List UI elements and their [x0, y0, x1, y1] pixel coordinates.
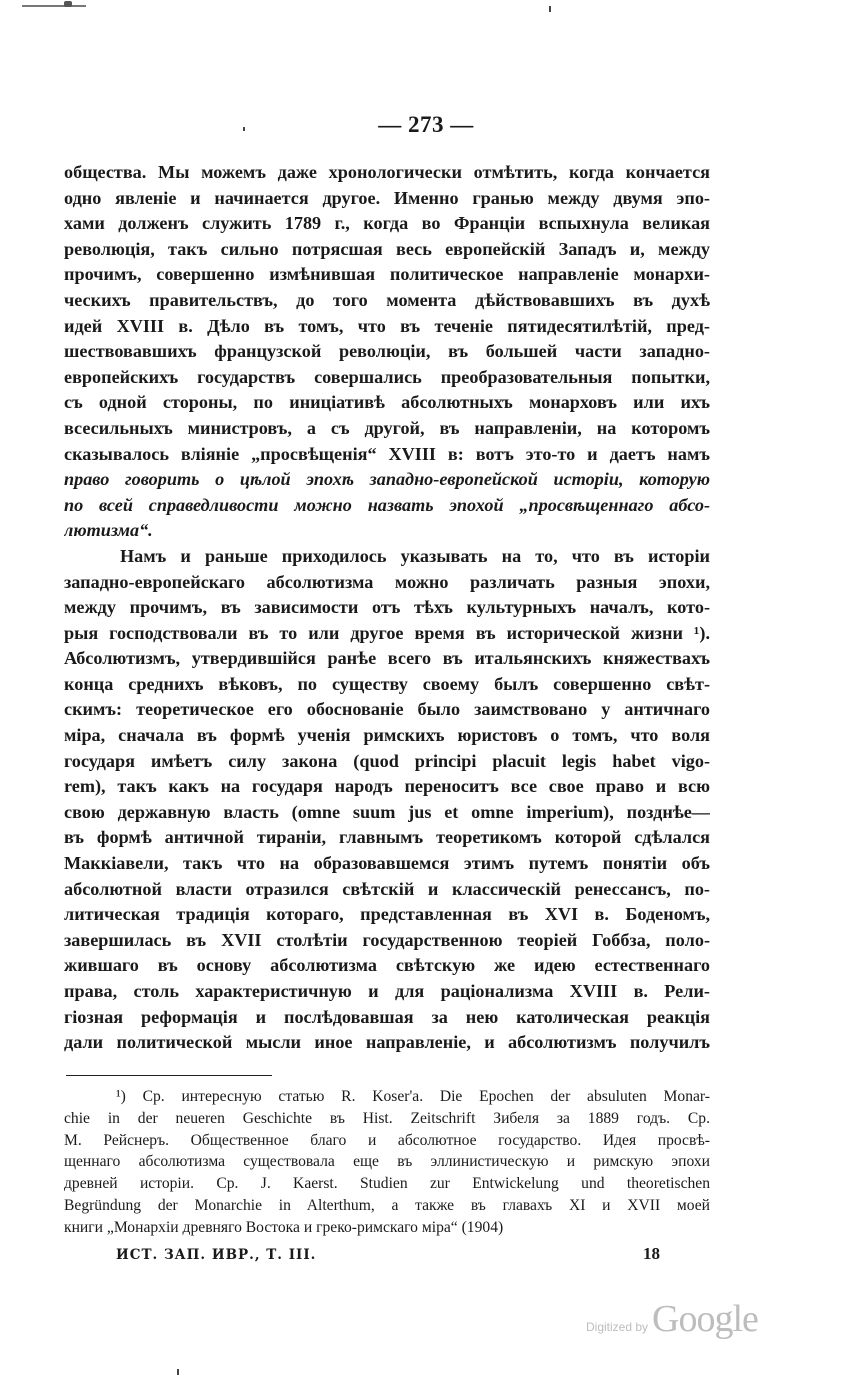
- scan-speck: [549, 6, 551, 12]
- text-line-italic: [64, 467, 710, 493]
- footnote-line: древней исторіи. Ср. J. Kaerst. Studien zur Entwickelung und theoretischen: [64, 1175, 710, 1193]
- text-line: хами долженъ служить 1789 г., когда во Франціи вспыхнула великая: [64, 213, 710, 234]
- text-line: шествовавшихъ французской революціи, въ большей части западно-: [64, 341, 710, 362]
- text-line: съ одной стороны, по иниціативѣ абсолютныхъ монарховъ или ихъ: [64, 392, 710, 413]
- scan-corner-mark: [22, 0, 86, 7]
- printer-signature: ИСТ. ЗАП. ИВР., Т. III.: [116, 1247, 317, 1263]
- text-line: всесильныхъ министровъ, а съ другой, въ направленіи, на которомъ: [64, 417, 710, 438]
- main-text: [64, 160, 710, 1056]
- text-line: права, столь характеристичную и для раціонализма XVIII в. Рели-: [64, 981, 710, 1001]
- text-line: абсолютной власти отразился свѣтскій и классическій ренессансъ, по-: [64, 878, 710, 899]
- text-line: между прочимъ, въ зависимости отъ тѣхъ культурныхъ началъ, кото-: [64, 597, 710, 618]
- text-line: rem), такъ какъ на государя народъ переноситъ все свое право и всю: [64, 776, 710, 797]
- text-line: сказывалось вліяніе „просвѣщенія“ XVIII в: вотъ это-то и даетъ намъ: [64, 443, 710, 464]
- text-line-italic: [64, 518, 710, 544]
- text-line: литическая традиція котораго, представленная въ XVI в. Боденомъ,: [64, 904, 710, 925]
- text-line: жившаго въ основу абсолютизма свѣтскую же идею естественнаго: [64, 955, 710, 976]
- italic-text: по всей справедливости можно назвать эпохой „просвѣщеннаго абсо-: [64, 494, 710, 515]
- google-logo: Google: [652, 1298, 758, 1340]
- italic-text: лютизма“.: [64, 520, 153, 541]
- footnote-line: книги „Монархіи древняго Востока и греко-римскаго міра“ (1904): [64, 1218, 504, 1236]
- scan-speck: [177, 1369, 179, 1375]
- text-line: Намъ и раньше приходилось указывать на то, что въ исторіи: [120, 545, 710, 566]
- page-number: — 273 —: [378, 112, 474, 137]
- text-line: скимъ: теоретическое его обоснованіе было заимствовано у античнаго: [64, 699, 710, 720]
- footnote-line: М. Рейснеръ. Общественное благо и абсолютное государство. Идея просвѣ-: [64, 1131, 710, 1149]
- google-watermark: [586, 1297, 758, 1341]
- footnote-line: chie in der neueren Geschichte въ Hist. Zeitschrift Зибеля за 1889 годъ. Ср.: [64, 1109, 710, 1127]
- text-line: Маккіавели, такъ что на образовавшемся этимъ путемъ понятіи объ: [64, 853, 710, 874]
- sheet-number: 18: [643, 1244, 660, 1263]
- text-line: гіозная реформація и послѣдовавшая за нею католическая реакція: [64, 1006, 710, 1027]
- text-line: ческихъ правительствъ, до того момента дѣйствовавшихъ въ духѣ: [64, 289, 710, 310]
- text-line: одно явленіе и начинается другое. Именно гранью между двумя эпо-: [64, 187, 710, 208]
- footnote-divider: [66, 1075, 272, 1076]
- text-line: міра, сначала въ формѣ ученія римскихъ юристовъ о томъ, что воля: [64, 725, 710, 746]
- text-line: европейскихъ государствъ совершались преобразовательныя попытки,: [64, 366, 710, 387]
- text-line: западно-европейскаго абсолютизма можно различать разныя эпохи,: [64, 571, 710, 592]
- footnote-line: ¹) Ср. интересную статью R. Koser'a. Die Epochen der absuluten Monar-: [116, 1088, 710, 1105]
- footnote-line: Begründung der Monarchie in Alterthum, а также въ главахъ XI и XVII моей: [64, 1196, 710, 1214]
- text-line: завершилась въ XVII столѣтіи государственною теоріей Гоббза, поло-: [64, 929, 710, 950]
- text-line: общества. Мы можемъ даже хронологически отмѣтить, когда кончается: [64, 162, 710, 182]
- text-line: конца среднихъ вѣковъ, по существу своему былъ совершенно свѣт-: [64, 673, 710, 694]
- text-line: рыя господствовали въ то или другое время въ исторической жизни ¹).: [64, 622, 710, 643]
- text-line-italic: [64, 493, 710, 519]
- text-line: государя имѣетъ силу закона (quod principi placuit legis habet vigo-: [64, 750, 710, 771]
- text-line: прочимъ, совершенно измѣнившая политическое направленіе монархи-: [64, 264, 710, 285]
- footnote: [64, 1086, 710, 1239]
- watermark-prefix: Digitized by: [586, 1320, 649, 1334]
- text-line: революція, такъ сильно потрясшая весь европейскій Западъ и, между: [64, 238, 710, 259]
- text-line: въ формѣ античной тираніи, главнымъ теоретикомъ которой сдѣлался: [64, 827, 710, 848]
- text-line: свою державную власть (omne suum jus et omne imperium), позднѣе—: [64, 801, 710, 822]
- text-line: дали политической мысли иное направленіе, и абсолютизмъ получилъ: [64, 1032, 710, 1053]
- text-line: Абсолютизмъ, утвердившійся ранѣе всего въ итальянскихъ княжествахъ: [64, 648, 710, 669]
- footnote-line: щеннаго абсолютизма существовала еще въ эллинистическую и римскую эпохи: [64, 1153, 710, 1171]
- italic-text: право говорить о цѣлой эпохѣ западно-европейской исторіи, которую: [64, 469, 710, 490]
- text-line: идей XVIII в. Дѣло въ томъ, что въ теченіе пятидесятилѣтій, пред-: [64, 315, 710, 336]
